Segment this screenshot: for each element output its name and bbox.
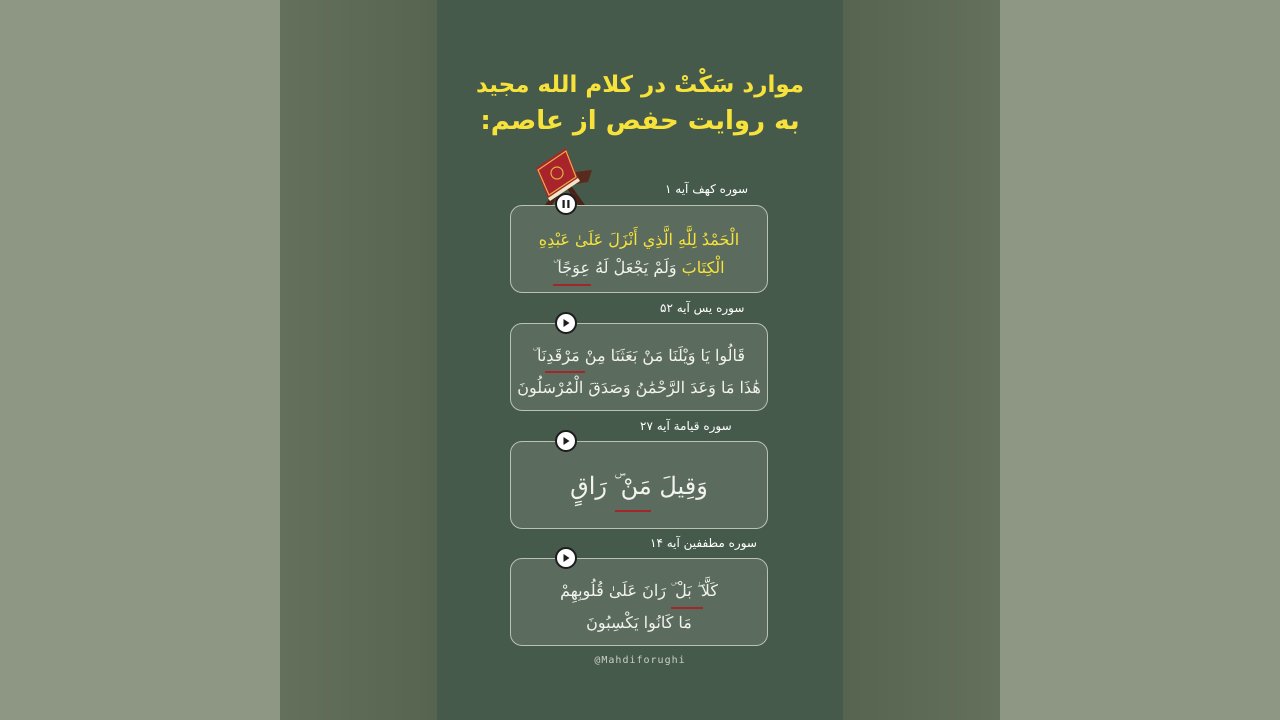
verse-text-line: هَٰذَا مَا وَعَدَ الرَّحْمَٰنُ وَصَدَقَ الْمُرْسَلُونَ [517, 378, 761, 397]
verse-card [510, 323, 768, 411]
right-backdrop [843, 0, 1000, 720]
play-button[interactable] [555, 312, 577, 334]
pause-button[interactable] [555, 193, 577, 215]
verse-text-line: الْحَمْدُ لِلَّهِ الَّذِي أَنْزَلَ عَلَىٰ عَبْدِهِ [538, 230, 740, 249]
verse-text-line [511, 258, 767, 278]
verse-text-line: قَالُوا يَا وَيْلَنَا مَنْ بَعَثَنَا مِنْ مَرْقَدِنَا ۜ [532, 346, 746, 365]
play-icon [561, 318, 571, 328]
verse-highlight: الْكِتَابَ [681, 258, 725, 277]
verse-text: وَلَمْ يَجْعَلْ لَهُ عِوَجًا ۜ [553, 258, 677, 277]
verse-label: سوره یس آیه ۵۲ [660, 301, 745, 315]
play-icon [561, 436, 571, 446]
verse-card [510, 441, 768, 529]
saktah-underline [615, 510, 651, 512]
play-button[interactable] [555, 430, 577, 452]
saktah-underline [671, 607, 703, 609]
verse-label: سوره قیامة آیه ۲۷ [640, 419, 732, 433]
verse-card [510, 205, 768, 293]
play-button[interactable] [555, 547, 577, 569]
verse-card [510, 558, 768, 646]
verse-text-line: كَلَّا ۖ بَلْ ۜ رَانَ عَلَىٰ قُلُوبِهِمْ [560, 581, 718, 600]
content-panel [437, 0, 843, 720]
verse-text-line: مَا كَانُوا يَكْسِبُونَ [586, 613, 692, 632]
verse-label: سوره کهف آیه ۱ [665, 182, 749, 196]
verse-text-line: وَقِيلَ مَنْ ۜ رَاقٍ [570, 472, 708, 500]
left-backdrop [280, 0, 437, 720]
saktah-underline [553, 284, 591, 286]
author-handle: @Mahdiforughi [594, 655, 686, 666]
pause-icon [561, 199, 571, 209]
play-icon [561, 553, 571, 563]
verse-label: سوره مطففین آیه ۱۴ [650, 536, 757, 550]
saktah-underline [545, 371, 585, 373]
page-title: موارد سَکْتْ در کلام الله مجید [475, 72, 805, 98]
page-subtitle: به روایت حفص از عاصم: [480, 106, 800, 136]
